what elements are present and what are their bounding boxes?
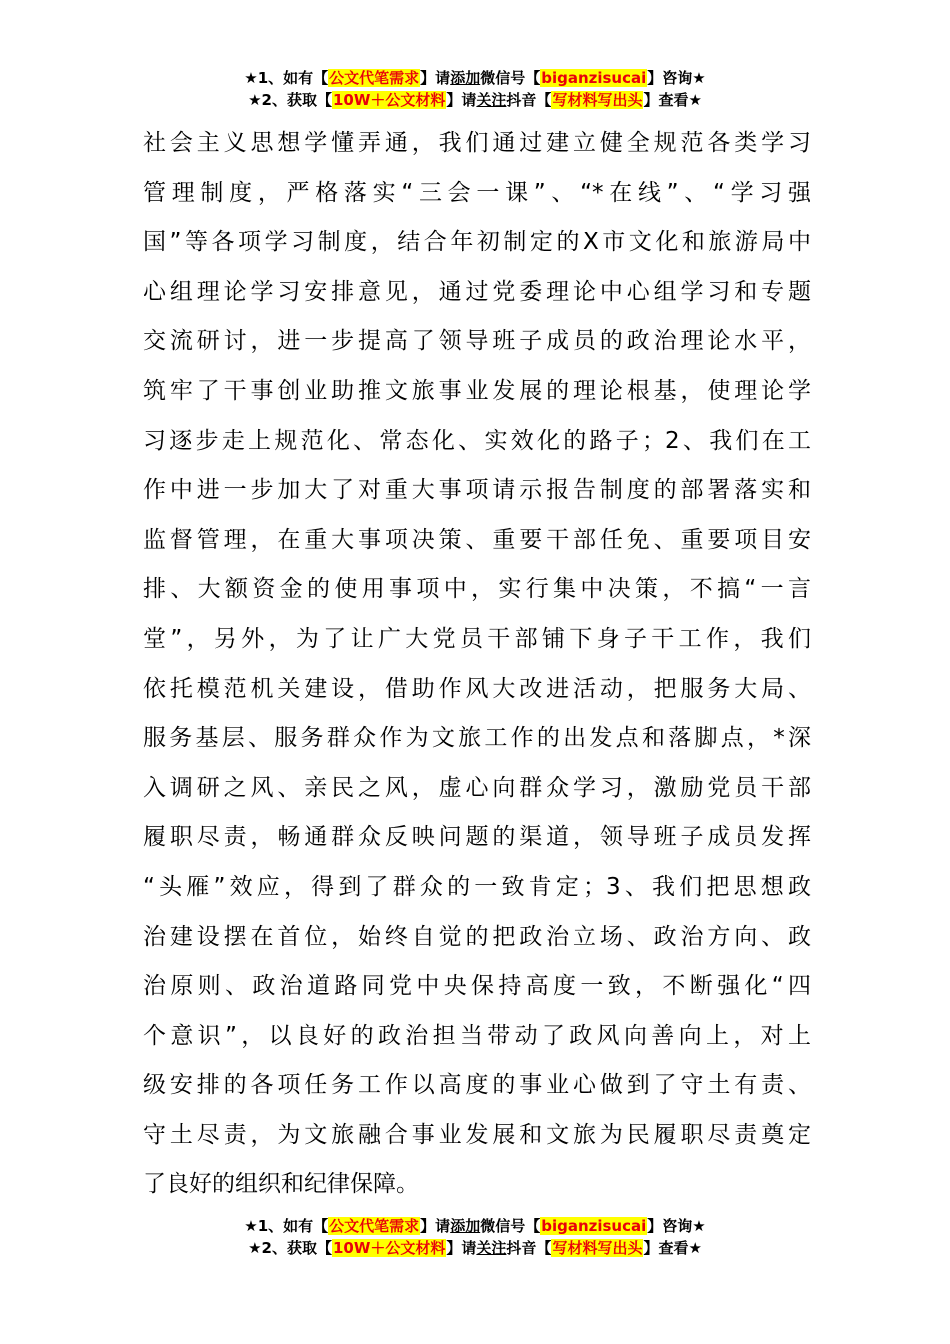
text-line: 习逐步走上规范化、常态化、实效化的路子；2、我们在工 <box>143 427 811 454</box>
banner-text: 】请 <box>420 1217 451 1235</box>
banner-text: 】请 <box>420 69 451 87</box>
text-line: 治建设摆在首位，始终自觉的把政治立场、政治方向、政 <box>143 923 811 950</box>
banner-text: 】咨询★ <box>647 69 706 87</box>
highlight-tag: 10W＋公文材料 <box>332 1239 446 1257</box>
text-line: 国”等各项学习制度，结合年初制定的X市文化和旅游局中 <box>143 229 811 256</box>
text-line: 堂”，另外，为了让广大党员干部铺下身子干工作，我们 <box>143 625 811 652</box>
text-line: 作中进一步加大了对重大事项请示报告制度的部署落实和 <box>143 477 811 504</box>
highlight-tag: 公文代笔需求 <box>329 1217 420 1235</box>
text-line: 管理制度，严格落实“三会一课”、“*在线”、“学习强 <box>143 179 811 206</box>
banner-text: ★2、获取【 <box>248 91 332 109</box>
text-line: 治原则、政治道路同党中央保持高度一致，不断强化“四 <box>143 973 811 1000</box>
banner-text: 】查看★ <box>643 1239 702 1257</box>
text-line: 服务基层、服务群众作为文旅工作的出发点和落脚点，*深 <box>143 725 811 752</box>
text-line: 监督管理，在重大事项决策、重要干部任免、重要项目安 <box>143 526 811 553</box>
text-line: 心组理论学习安排意见，通过党委理论中心组学习和专题 <box>143 278 811 305</box>
text-line: 级安排的各项任务工作以高度的事业心做到了守土有责、 <box>143 1072 811 1099</box>
text-line: 入调研之风、亲民之风，虚心向群众学习，激励党员干部 <box>143 774 811 801</box>
text-line: “头雁”效应，得到了群众的一致肯定；3、我们把思想政 <box>143 873 811 900</box>
bottom-banner <box>0 1215 950 1259</box>
banner-line-1 <box>0 67 950 89</box>
douyin-account-tag: 写材料写出头 <box>552 1239 643 1257</box>
banner-text: 】请 <box>446 1239 477 1257</box>
top-banner <box>0 67 950 111</box>
banner-text: 抖音【 <box>506 1239 552 1257</box>
douyin-account-tag: 写材料写出头 <box>552 91 643 109</box>
banner-text: 】请 <box>446 91 477 109</box>
text-line: 社会主义思想学懂弄通，我们通过建立健全规范各类学习 <box>143 130 811 156</box>
banner-text: 抖音【 <box>506 91 552 109</box>
banner-line-1 <box>0 1215 950 1237</box>
banner-text: 微信号【 <box>480 1217 541 1235</box>
banner-emphasis: 关注 <box>476 1239 507 1257</box>
text-line: 交流研讨，进一步提高了领导班子成员的政治理论水平， <box>143 328 811 355</box>
wechat-id-tag: biganzisucai <box>541 69 647 87</box>
banner-line-2 <box>0 89 950 111</box>
banner-emphasis: 添加 <box>450 1217 481 1235</box>
highlight-tag: 10W＋公文材料 <box>332 91 446 109</box>
banner-text: 微信号【 <box>480 69 541 87</box>
banner-emphasis: 添加 <box>450 69 481 87</box>
banner-emphasis: 关注 <box>476 91 507 109</box>
wechat-id-tag: biganzisucai <box>541 1217 647 1235</box>
banner-text: ★1、如有【 <box>244 1217 329 1235</box>
text-line: 守土尽责，为文旅融合事业发展和文旅为民履职尽责奠定 <box>143 1121 811 1148</box>
banner-text: ★2、获取【 <box>248 1239 332 1257</box>
text-line: 筑牢了干事创业助推文旅事业发展的理论根基，使理论学 <box>143 377 811 404</box>
text-line: 依托模范机关建设，借助作风大改进活动，把服务大局、 <box>143 675 811 702</box>
text-line: 排、大额资金的使用事项中，实行集中决策，不搞“一言 <box>143 576 811 603</box>
banner-line-2 <box>0 1237 950 1259</box>
banner-text: 】咨询★ <box>647 1217 706 1235</box>
text-line: 了良好的组织和纪律保障。 <box>143 1171 419 1198</box>
banner-text: ★1、如有【 <box>244 69 329 87</box>
banner-text: 】查看★ <box>643 91 702 109</box>
text-line: 履职尽责，畅通群众反映问题的渠道，领导班子成员发挥 <box>143 824 811 851</box>
document-body <box>143 119 811 1210</box>
text-line: 个意识”，以良好的政治担当带动了政风向善向上，对上 <box>143 1022 811 1049</box>
highlight-tag: 公文代笔需求 <box>329 69 420 87</box>
